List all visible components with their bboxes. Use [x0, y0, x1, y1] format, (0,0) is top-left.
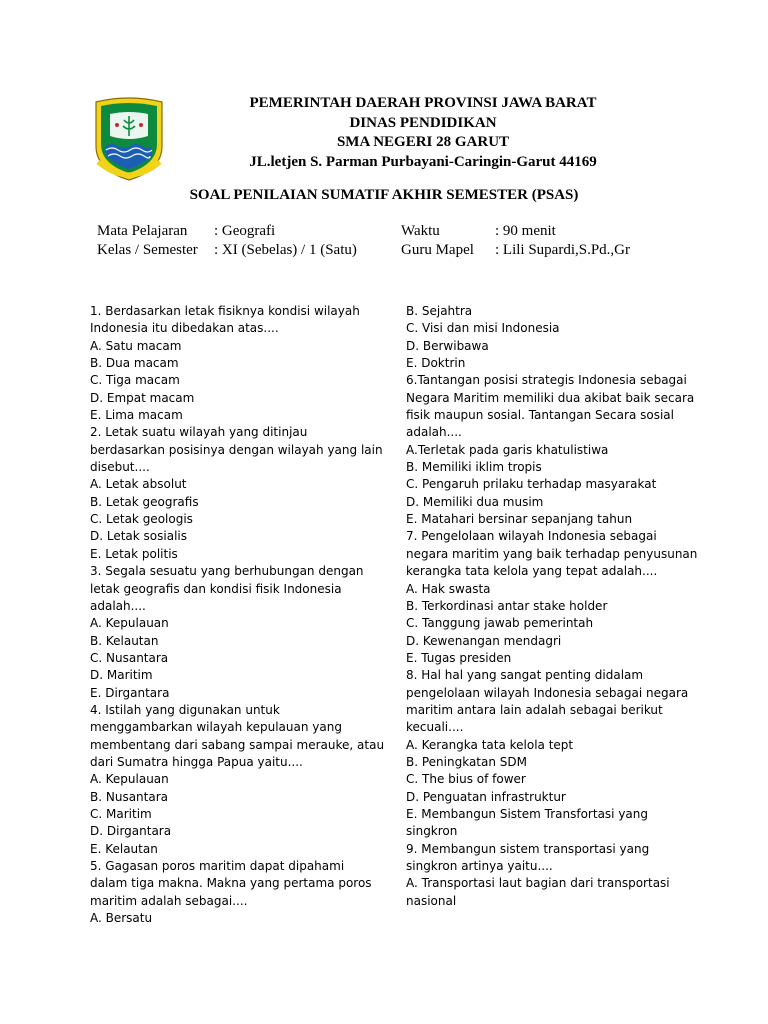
question-text-line: membentang dari sabang sampai merauke, atau — [90, 737, 385, 752]
question-text-line: dalam tiga makna. Makna yang pertama poros — [90, 876, 372, 891]
question-text-line: E. Doktrin — [406, 356, 466, 371]
question-text-line: E. Membangun Sistem Transfortasi yang — [406, 806, 648, 821]
question-text-line: B. Sejahtra — [406, 304, 473, 318]
exam-title: SOAL PENILAIAN SUMATIF AKHIR SEMESTER (PSAS) — [189, 187, 579, 203]
question-text-line: D. Penguatan infrastruktur — [406, 789, 566, 804]
question-text-line: A. Kepulauan — [90, 616, 169, 631]
question-text-line: dari Sumatra hingga Papua yaitu.... — [90, 754, 303, 769]
question-text-line: D. Letak sosialis — [90, 529, 188, 544]
question-text-line: C. The bius of fower — [406, 772, 526, 787]
question-text-line: 3. Segala sesuatu yang berhubungan dengan — [90, 564, 364, 579]
question-text-line: E. Tugas presiden — [406, 650, 512, 665]
question-text-line: 9. Membangun sistem transportasi yang — [406, 841, 650, 856]
question-text-line: A. Bersatu — [90, 911, 153, 926]
school-letterhead — [0, 94, 768, 172]
question-text-line: E. Dirgantara — [90, 685, 170, 700]
subject-row — [97, 222, 357, 241]
question-text-line: A. Satu macam — [90, 338, 182, 353]
question-text-line: 7. Pengelolaan wilayah Indonesia sebagai — [406, 529, 657, 544]
question-text-line: C. Maritim — [90, 806, 152, 821]
question-text-line: D. Memiliki dua musim — [406, 494, 544, 509]
question-text-line: A. Hak swasta — [406, 581, 491, 596]
teacher-label: Guru Mapel — [401, 242, 474, 258]
question-text-line: D. Dirgantara — [90, 824, 172, 839]
question-text-line: pengelolaan wilayah Indonesia sebagai negara — [406, 685, 689, 700]
question-text-line: D. Berwibawa — [406, 338, 489, 353]
question-text-line: disebut.... — [90, 460, 150, 475]
teacher-row — [401, 241, 630, 260]
question-text-line: B. Peningkatan SDM — [406, 754, 527, 769]
government-name: PEMERINTAH DAERAH PROVINSI JAWA BARAT — [249, 95, 597, 111]
question-text-line: singkron artinya yaitu.... — [406, 859, 553, 873]
question-text-line: singkron — [406, 824, 458, 839]
question-text-line: B. Memiliki iklim tropis — [406, 460, 542, 475]
question-text-line: E. Matahari bersinar sepanjang tahun — [406, 512, 633, 527]
question-text-line: 2. Letak suatu wilayah yang ditinjau — [90, 425, 308, 440]
question-text-line: C. Tiga macam — [90, 373, 180, 388]
class-semester-value: : XI (Sebelas) / 1 (Satu) — [214, 242, 357, 258]
school-name: SMA NEGERI 28 GARUT — [336, 134, 510, 150]
question-text-line: berdasarkan posisinya dengan wilayah yang lain — [90, 442, 383, 457]
class-semester-row — [97, 241, 357, 260]
question-text-line: E. Lima macam — [90, 408, 183, 423]
question-text-line: C. Tanggung jawab pemerintah — [406, 616, 594, 631]
question-text-line: B. Dua macam — [90, 356, 179, 371]
question-text-line: B. Terkordinasi antar stake holder — [406, 598, 608, 613]
question-text-line: 4. Istilah yang digunakan untuk — [90, 702, 280, 717]
time-row — [401, 222, 630, 241]
teacher-value: : Lili Supardi,S.Pd.,Gr — [495, 242, 631, 258]
questions-column-left — [90, 303, 385, 927]
department-name: DINAS PENDIDIKAN — [349, 114, 497, 131]
question-text-line: fisik maupun sosial. Tantangan Secara sosial — [406, 408, 674, 423]
question-text-line: C. Visi dan misi Indonesia — [406, 321, 560, 336]
subject-label: Mata Pelajaran — [97, 223, 188, 239]
questions-column-right — [406, 303, 698, 910]
time-label: Waktu — [401, 223, 440, 239]
school-address: JL.letjen S. Parman Purbayani-Caringin-Garut 44169 — [249, 153, 597, 170]
question-text-line: D. Kewenangan mendagri — [406, 633, 562, 648]
exam-info-left — [97, 222, 357, 260]
question-text-line: negara maritim yang baik terhadap penyusunan — [406, 546, 698, 561]
question-text-line: adalah.... — [406, 425, 462, 440]
question-text-line: maritim adalah sebagai.... — [90, 893, 248, 908]
question-text-line: letak geografis dan kondisi fisik Indonesia — [90, 581, 342, 596]
question-text-line: B. Letak geografis — [90, 494, 199, 509]
subject-value: : Geografi — [214, 223, 276, 239]
question-text-line: E. Letak politis — [90, 546, 178, 561]
question-text-line: C. Letak geologis — [90, 512, 193, 527]
question-text-line: C. Pengaruh prilaku terhadap masyarakat — [406, 477, 657, 492]
question-text-line: menggambarkan wilayah kepulauan yang — [90, 720, 342, 735]
question-text-line: 1. Berdasarkan letak fisiknya kondisi wilayah — [90, 304, 360, 318]
question-text-line: Indonesia itu dibedakan atas.... — [90, 321, 279, 336]
question-text-line: A. Kerangka tata kelola tept — [406, 737, 574, 752]
question-text-line: maritim antara lain adalah sebagai berikut — [406, 702, 663, 717]
question-text-line: E. Kelautan — [90, 841, 158, 856]
question-text-line: B. Nusantara — [90, 789, 168, 804]
question-text-line: kecuali.... — [406, 720, 464, 735]
question-text-line: D. Empat macam — [90, 390, 195, 405]
question-text-line: D. Maritim — [90, 668, 153, 683]
question-text-line: C. Nusantara — [90, 650, 169, 665]
question-text-line: kerangka tata kelola yang tepat adalah.... — [406, 564, 658, 579]
question-text-line: A. Kepulauan — [90, 772, 169, 787]
question-text-line: 5. Gagasan poros maritim dapat dipahami — [90, 859, 345, 873]
question-text-line: A. Letak absolut — [90, 477, 187, 492]
question-text-line: 6.Tantangan posisi strategis Indonesia sebagai — [406, 373, 687, 388]
question-text-line: A. Transportasi laut bagian dari transportasi — [406, 876, 670, 891]
question-text-line: A.Terletak pada garis khatulistiwa — [406, 442, 609, 457]
question-text-line: B. Kelautan — [90, 633, 159, 648]
question-text-line: adalah.... — [90, 598, 146, 613]
class-semester-label: Kelas / Semester — [97, 242, 198, 258]
question-text-line: 8. Hal hal yang sangat penting didalam — [406, 668, 644, 683]
exam-info-right — [401, 222, 630, 260]
question-text-line: nasional — [406, 893, 457, 908]
time-value: : 90 menit — [495, 223, 556, 239]
question-text-line: Negara Maritim memiliki dua akibat baik secara — [406, 390, 695, 405]
